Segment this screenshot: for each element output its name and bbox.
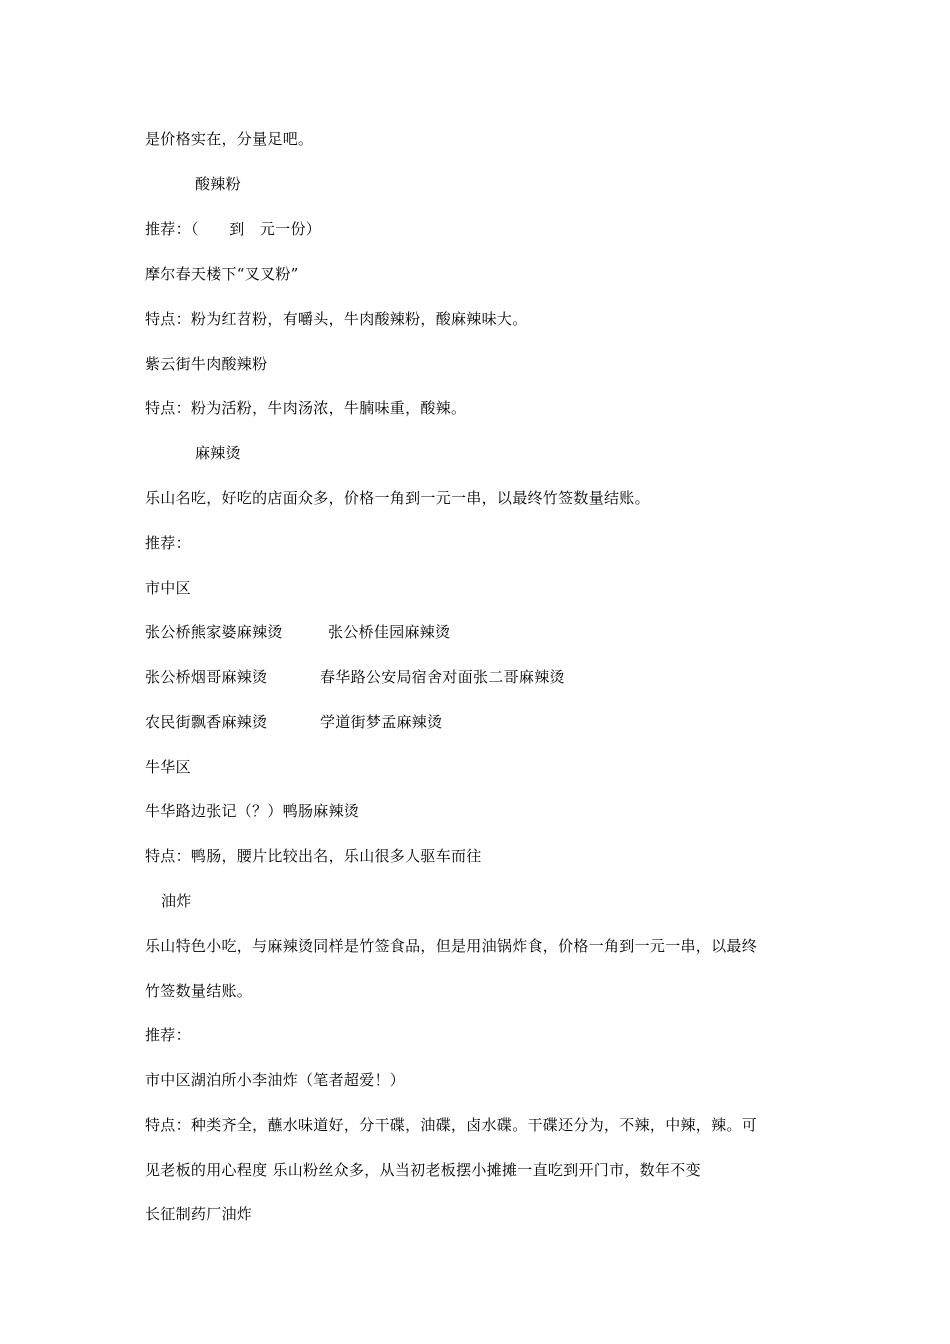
paragraph-intro-cont: 竹签数量结账。 <box>145 982 253 1000</box>
section-heading-malatang: 麻辣烫 <box>195 444 241 462</box>
recommend-price-line: 推荐：（ 到 元一份） <box>145 220 322 238</box>
paragraph-continuation: 是价格实在，分量足吧。 <box>145 130 314 148</box>
feature-line: 特点：粉为红苕粉，有嚼头，牛肉酸辣粉，酸麻辣味大。 <box>145 310 528 328</box>
shop-name: 摩尔春天楼下“叉叉粉” <box>145 265 299 283</box>
shop-name: 农民街飘香麻辣烫 <box>145 713 268 731</box>
shop-name: 市中区湖泊所小李油炸（笔者超爱！） <box>145 1071 406 1089</box>
feature-line-cont: 见老板的用心程度 乐山粉丝众多，从当初老板摆小摊摊一直吃到开门市，数年不变 <box>145 1161 701 1179</box>
shop-name: 紫云街牛肉酸辣粉 <box>145 355 268 373</box>
feature-line: 特点：鸭肠，腰片比较出名，乐山很多人驱车而往 <box>145 847 482 865</box>
paragraph-intro: 乐山特色小吃，与麻辣烫同样是竹签食品，但是用油锅炸食，价格一角到一元一串，以最终 <box>145 937 758 955</box>
recommend-label: 推荐： <box>145 534 191 552</box>
district-label: 市中区 <box>145 579 191 597</box>
shop-name: 学道街梦孟麻辣烫 <box>320 713 443 731</box>
paragraph-intro: 乐山名吃，好吃的店面众多，价格一角到一元一串，以最终竹签数量结账。 <box>145 489 650 507</box>
shop-name: 张公桥烟哥麻辣烫 <box>145 668 268 686</box>
feature-line: 特点：种类齐全，蘸水味道好，分干碟，油碟，卤水碟。干碟还分为，不辣，中辣，辣。可 <box>145 1116 758 1134</box>
section-heading-suanlafen: 酸辣粉 <box>195 175 241 193</box>
shop-name: 春华路公安局宿舍对面张二哥麻辣烫 <box>320 668 565 686</box>
recommend-label: 推荐： <box>145 1026 191 1044</box>
feature-line: 特点：粉为活粉，牛肉汤浓，牛腩味重，酸辣。 <box>145 399 467 417</box>
shop-name: 长征制药厂油炸 <box>145 1205 253 1223</box>
shop-name: 牛华路边张记（？）鸭肠麻辣烫 <box>145 802 360 820</box>
shop-name: 张公桥佳园麻辣烫 <box>328 623 451 641</box>
district-label: 牛华区 <box>145 758 191 776</box>
section-heading-youzha: 油炸 <box>161 892 192 910</box>
shop-name: 张公桥熊家婆麻辣烫 <box>145 623 283 641</box>
